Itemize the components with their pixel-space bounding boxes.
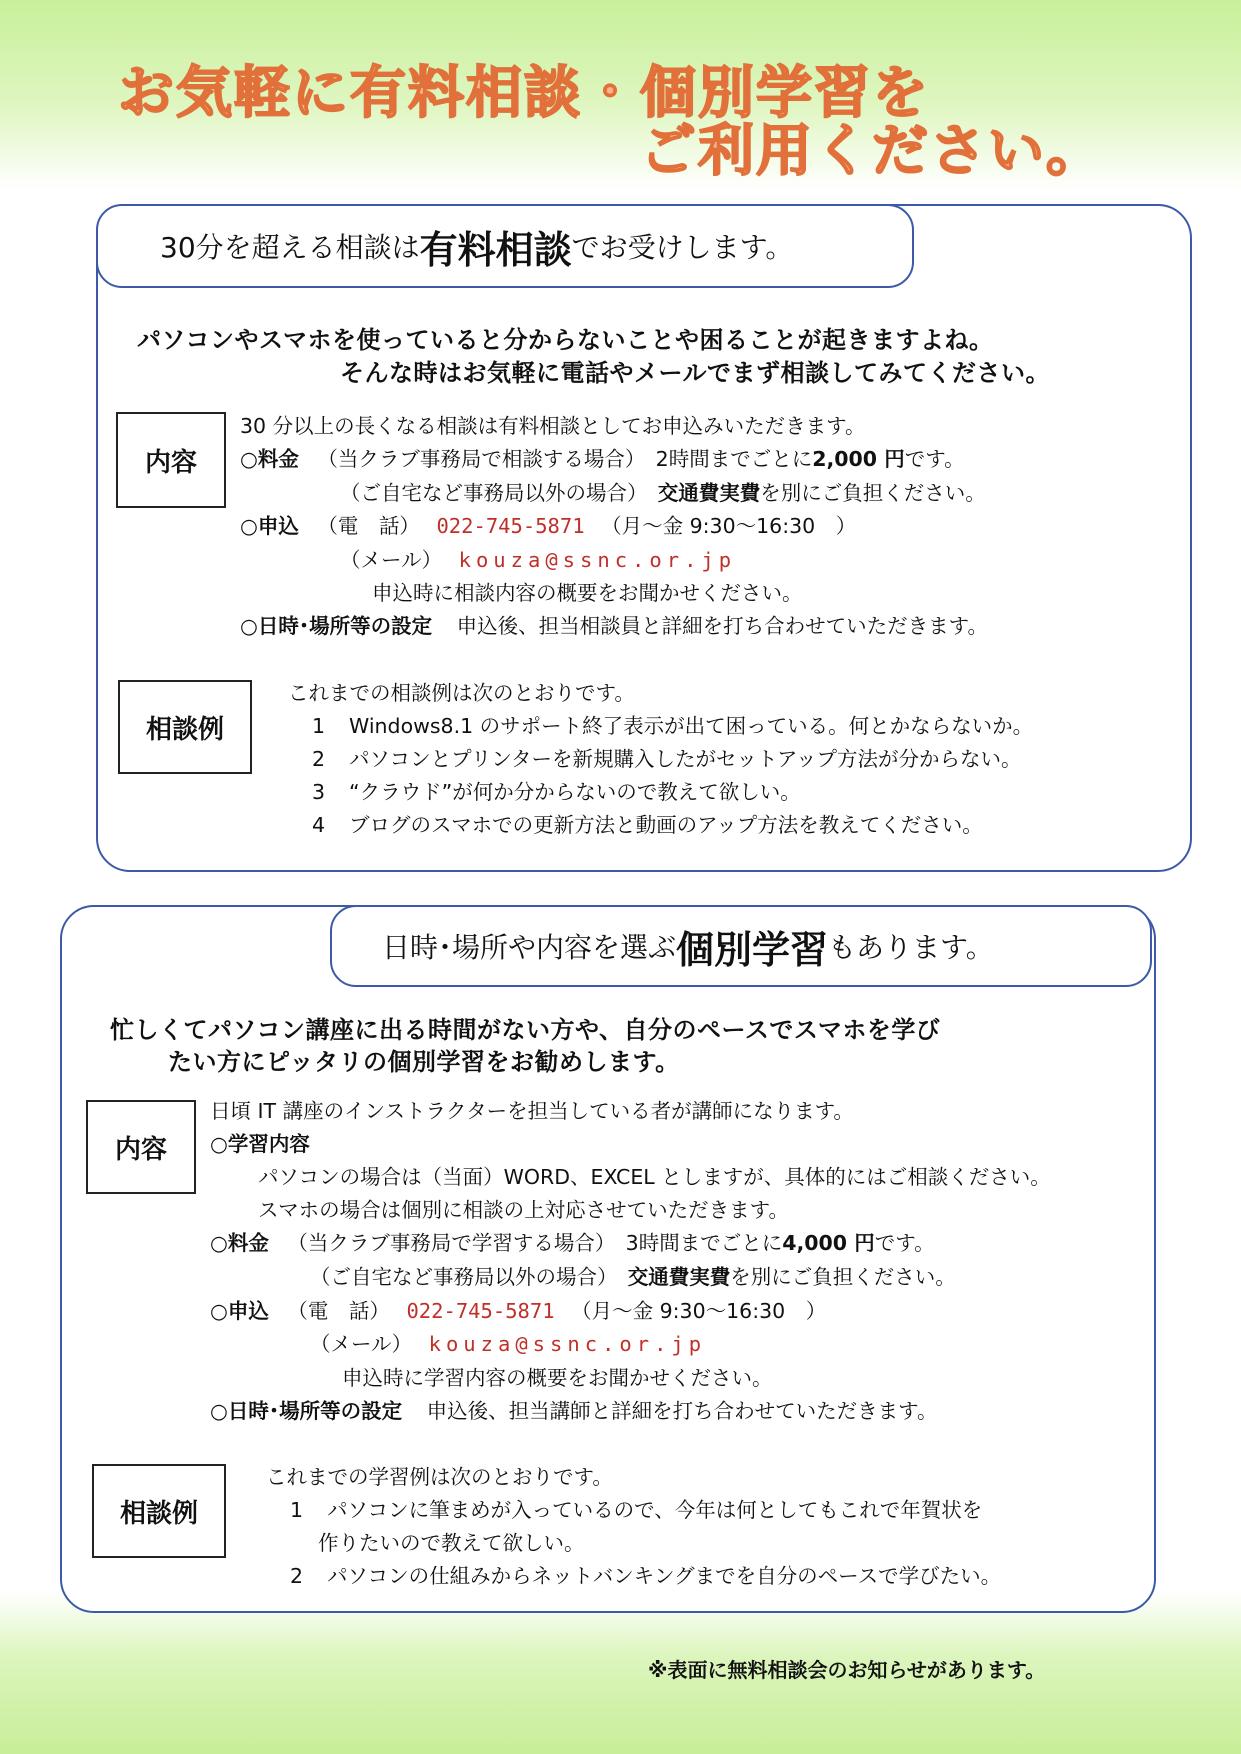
fee-line2-pre: （ご自宅など事務局以外の場合）	[340, 481, 658, 505]
setting-text: 申込後、担当講師と詳細を打ち合わせていただきます。	[426, 1399, 938, 1423]
heading-emphasis: 個別学習	[676, 927, 829, 972]
lead-line-2: たい方にピッタリの個別学習をお勧めします。	[168, 1048, 680, 1076]
list-item	[312, 780, 801, 805]
phone-label: （電 話）	[287, 1299, 390, 1323]
fee-label: ○料金	[240, 447, 299, 471]
lead-line-2: そんな時はお気軽に電話やメールでまず相談してみてください。	[340, 359, 1051, 387]
examples-label: 相談例	[92, 1464, 226, 1558]
setting-label: ○日時･場所等の設定	[210, 1399, 403, 1423]
list-item	[312, 747, 1021, 772]
fee-row	[210, 1231, 935, 1256]
apply-label: ○申込	[240, 514, 299, 538]
fee-label: ○料金	[210, 1231, 269, 1255]
apply-label: ○申込	[210, 1299, 269, 1323]
example-text: Windows8.1 のサポート終了表示が出て困っている。何とかならないか。	[349, 714, 1034, 738]
heading-text-pre: 30分を超える相談は	[160, 231, 420, 264]
list-item	[312, 813, 983, 838]
heading-text-post: もあります。	[828, 931, 994, 964]
mail-address-link[interactable]: kouza@ssnc.or.jp	[458, 548, 737, 572]
fee-line1: （当クラブ事務局で相談する場合） 2時間までごとに	[317, 447, 813, 471]
fee-line2-bold: 交通費実費	[657, 481, 761, 505]
footer-note: ※表面に無料相談会のお知らせがあります。	[648, 1658, 1046, 1682]
phone-hours: （月～金 9:30～16:30 ）	[601, 514, 857, 538]
study-line-1: パソコンの場合は（当面）WORD、EXCEL としますが、具体的にはご相談ください。	[258, 1165, 1051, 1189]
example-text: ブログのスマホでの更新方法と動画のアップ方法を教えてください。	[349, 813, 983, 837]
study-label: ○学習内容	[210, 1132, 310, 1156]
heading-text-post: でお受けします。	[571, 231, 794, 264]
fee-line1-end: です。	[874, 1231, 935, 1255]
example-num: 1	[290, 1498, 304, 1522]
fee-line2-post: を別にご負担ください。	[730, 1265, 956, 1289]
headline-line-2: ご利用ください。	[640, 119, 1104, 184]
setting-text: 申込後、担当相談員と詳細を打ち合わせていただきます。	[456, 614, 989, 638]
fee-line2-bold: 交通費実費	[627, 1265, 731, 1289]
content-label: 内容	[86, 1100, 196, 1194]
content-label: 内容	[116, 412, 226, 508]
mail-row	[340, 548, 736, 573]
example-num: 3	[312, 780, 326, 804]
phone-label: （電 話）	[317, 514, 420, 538]
examples-intro: これまでの学習例は次のとおりです。	[266, 1465, 613, 1489]
apply-note: 申込時に学習内容の概要をお聞かせください。	[342, 1366, 773, 1390]
heading-emphasis: 有料相談	[419, 227, 572, 272]
content-intro: 30 分以上の長くなる相談は有料相談としてお申込みいただきます。	[240, 414, 866, 438]
fee-row-2	[340, 481, 986, 506]
mail-address-link[interactable]: kouza@ssnc.or.jp	[428, 1332, 707, 1356]
fee-amount: 2,000 円	[812, 447, 905, 471]
setting-row	[240, 614, 988, 639]
list-item	[290, 1564, 1001, 1589]
paid-consultation-heading	[96, 204, 914, 288]
example-num: 2	[290, 1564, 304, 1588]
example-text: “クラウド”が何か分からないので教えて欲しい。	[349, 780, 801, 804]
list-item	[312, 714, 1033, 739]
mail-row	[310, 1332, 706, 1357]
fee-line1-end: です。	[904, 447, 965, 471]
example-text: パソコンとプリンターを新規購入したがセットアップ方法が分からない。	[349, 747, 1022, 771]
example-num: 1	[312, 714, 326, 738]
list-item	[290, 1498, 982, 1523]
fee-row-2	[310, 1265, 956, 1290]
lead-line-1: 忙しくてパソコン講座に出る時間がない方や、自分のペースでスマホを学び	[110, 1016, 941, 1044]
setting-row	[210, 1399, 938, 1424]
bottom-green-band	[0, 1592, 1241, 1754]
example-continuation: 作りたいので教えて欲しい。	[318, 1531, 585, 1555]
fee-line1: （当クラブ事務局で学習する場合） 3時間までごとに	[287, 1231, 783, 1255]
fee-row	[240, 447, 965, 472]
example-num: 4	[312, 813, 326, 837]
example-num: 2	[312, 747, 326, 771]
fee-line2-pre: （ご自宅など事務局以外の場合）	[310, 1265, 628, 1289]
examples-label: 相談例	[118, 680, 252, 774]
headline-line-1: お気軽に有料相談・個別学習を	[118, 61, 930, 126]
apply-phone-row	[210, 1299, 826, 1324]
apply-phone-row	[240, 514, 856, 539]
fee-amount: 4,000 円	[782, 1231, 875, 1255]
mail-label: （メール）	[310, 1332, 413, 1356]
content-intro: 日頃 IT 講座のインストラクターを担当している者が講師になります。	[210, 1099, 854, 1123]
example-text: パソコンに筆まめが入っているので、今年は何としてもこれで年賀状を	[327, 1498, 983, 1522]
setting-label: ○日時･場所等の設定	[240, 614, 433, 638]
heading-text-pre: 日時･場所や内容を選ぶ	[382, 931, 677, 964]
fee-line2-post: を別にご負担ください。	[760, 481, 986, 505]
phone-number[interactable]: 022-745-5871	[406, 1299, 555, 1323]
lead-line-1: パソコンやスマホを使っていると分からないことや困ることが起きますよね。	[137, 326, 994, 354]
study-line-2: スマホの場合は個別に相談の上対応させていただきます。	[258, 1198, 789, 1222]
example-text: パソコンの仕組みからネットバンキングまでを自分のペースで学びたい。	[327, 1564, 1002, 1588]
phone-hours: （月～金 9:30～16:30 ）	[571, 1299, 827, 1323]
phone-number[interactable]: 022-745-5871	[436, 514, 585, 538]
examples-intro: これまでの相談例は次のとおりです。	[288, 681, 635, 705]
mail-label: （メール）	[340, 548, 443, 572]
individual-study-heading	[330, 905, 1152, 987]
apply-note: 申込時に相談内容の概要をお聞かせください。	[372, 581, 803, 605]
